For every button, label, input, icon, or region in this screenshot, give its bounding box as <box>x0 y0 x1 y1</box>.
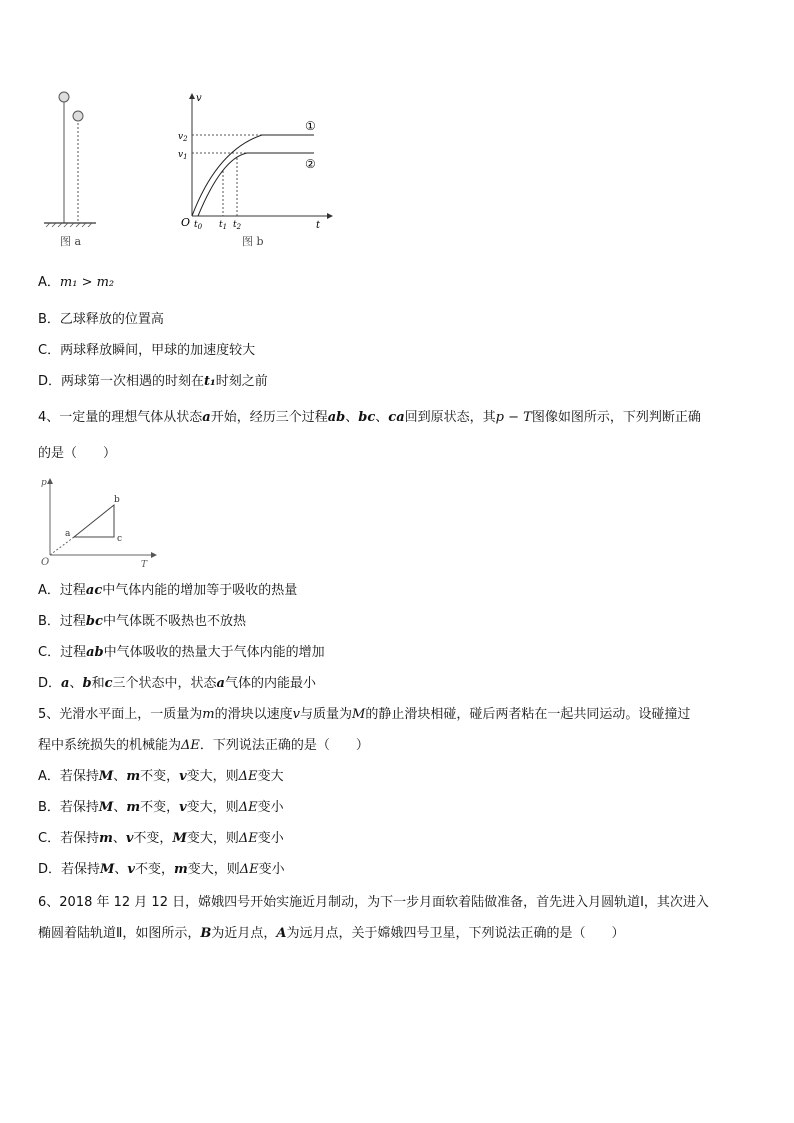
q5-option-a[interactable]: A．若保持M、m不变，v变大，则ΔE变大 <box>38 769 284 784</box>
figure-q4 <box>38 475 163 570</box>
svg-text:a: a <box>65 529 71 539</box>
figure-b <box>172 88 337 233</box>
figure-a <box>40 85 100 230</box>
q4-stem-line2: 的是（ ） <box>38 446 117 461</box>
origin-label: O <box>181 216 191 229</box>
q3-option-a[interactable]: A．m₁ > m₂ <box>38 275 115 290</box>
t-axis-label: t <box>316 220 321 231</box>
svg-text:v2: $v_2$ <box>178 132 188 143</box>
q3-option-c[interactable]: C．两球释放瞬间，甲球的加速度较大 <box>38 343 256 358</box>
q3-option-d[interactable]: D．两球第一次相遇的时刻在t₁时刻之前 <box>38 374 268 389</box>
q5-option-c[interactable]: C．若保持m、v不变，M变大，则ΔE变小 <box>38 831 284 846</box>
ball-jia <box>59 92 69 102</box>
curve-1 <box>192 135 314 216</box>
q5-stem-line1: 5、光滑水平面上，一质量为m的滑块以速度v与质量为M的静止滑块相碰，碰后两者粘在一起共同运动。设碰撞过 <box>38 707 691 722</box>
svg-text:t0: $t_0$ <box>194 220 203 231</box>
svg-text:v1: $v_1$ <box>178 150 188 161</box>
q6-stem-line1: 6、2018 年 12 月 12 日，嫦娥四号开始实施近月制动，为下一步月面软着陆做准备，首先进入月圆轨道Ⅰ，其次进入 <box>38 895 709 910</box>
figure-b-caption: 图 b <box>242 235 264 248</box>
curve-2-label: ② <box>305 157 316 171</box>
q5-option-b[interactable]: B．若保持M、m不变，v变大，则ΔE变小 <box>38 800 284 815</box>
svg-text:t1: $t_1$ <box>219 220 228 231</box>
svg-text:c: c <box>117 534 123 544</box>
figure-a-caption: 图 a <box>60 235 82 248</box>
q4-option-a[interactable]: A．过程ac中气体内能的增加等于吸收的热量 <box>38 583 298 598</box>
q5-stem-line2: 程中系统损失的机械能为ΔE．下列说法正确的是（ ） <box>38 738 369 753</box>
q4-stem-line1: 4、一定量的理想气体从状态a开始，经历三个过程ab、bc、ca回到原状态，其p − T图像如图所示，下列判断正确 <box>38 410 701 425</box>
svg-text:T: T <box>141 560 148 570</box>
curve-1-label: ① <box>305 119 316 133</box>
q6-stem-line2: 椭圆着陆轨道Ⅱ，如图所示，B为近月点，A为远月点，关于嫦娥四号卫星，下列说法正确的是（ ） <box>38 926 625 941</box>
svg-text:b: b <box>114 495 120 505</box>
svg-text:O: O <box>41 557 50 568</box>
curve-2 <box>198 153 314 216</box>
q5-option-d[interactable]: D．若保持M、v不变，m变大，则ΔE变小 <box>38 862 285 877</box>
q4-option-c[interactable]: C．过程ab中气体吸收的热量大于气体内能的增加 <box>38 645 325 660</box>
q4-option-d[interactable]: D．a、b和c三个状态中，状态a气体的内能最小 <box>38 676 316 691</box>
q3-option-b[interactable]: B．乙球释放的位置高 <box>38 312 164 327</box>
svg-text:p: p <box>41 478 47 488</box>
q4-option-b[interactable]: B．过程bc中气体既不吸热也不放热 <box>38 614 246 629</box>
ground-hatch <box>46 223 92 227</box>
ball-yi <box>73 111 83 121</box>
v-axis-label: v <box>196 93 202 104</box>
svg-text:t2: $t_2$ <box>233 220 242 231</box>
